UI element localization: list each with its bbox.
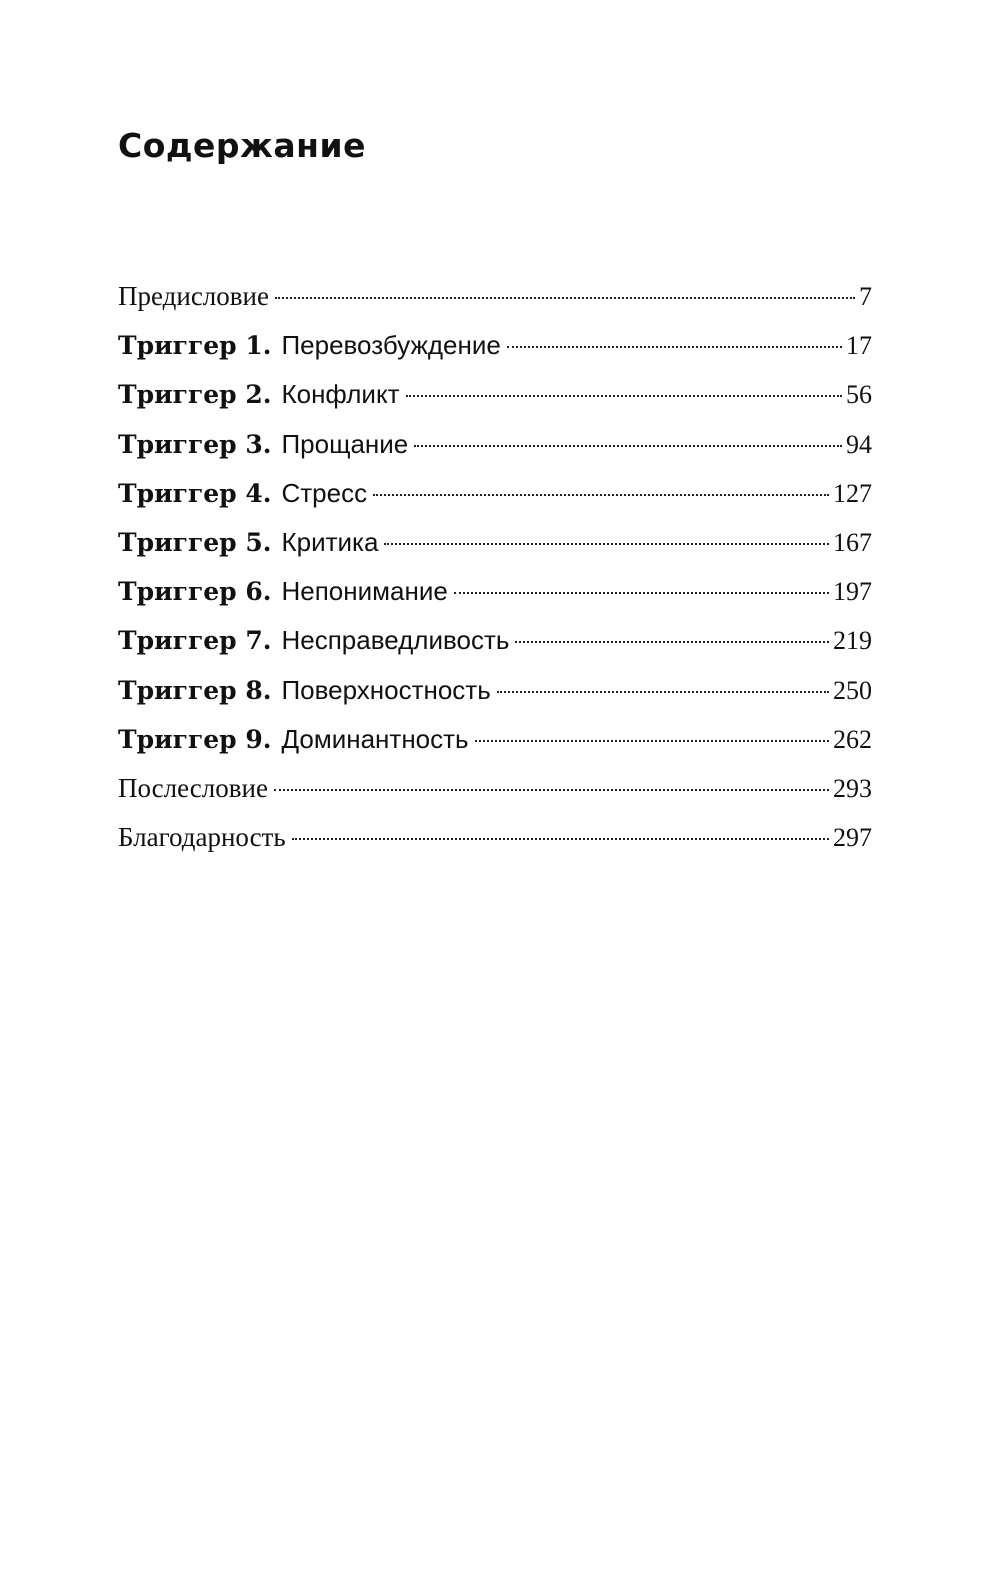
entry-page-number: 56 [846, 380, 872, 410]
entry-label: Предисловие [118, 281, 269, 311]
entry-prefix: Триггер 3. [118, 429, 272, 459]
toc-entry [118, 567, 872, 616]
dot-leader [274, 789, 829, 791]
toc-entry [118, 370, 872, 419]
toc-entry [118, 666, 872, 715]
entry-page-number: 219 [833, 626, 872, 656]
dot-leader [406, 395, 842, 397]
entry-label: Перевозбуждение [281, 330, 501, 361]
entry-label: Непонимание [281, 576, 448, 607]
dot-leader [507, 346, 842, 348]
entry-prefix: Триггер 8. [118, 675, 272, 705]
toc-entry [118, 469, 872, 518]
entry-label: Критика [281, 526, 379, 557]
entry-label: Стресс [281, 477, 368, 508]
entry-prefix: Триггер 7. [118, 626, 272, 656]
entry-label: Конфликт [281, 379, 400, 410]
entry-label: Прощание [281, 428, 409, 459]
entry-label: Поверхностность [281, 674, 491, 705]
toc-entry [118, 518, 872, 567]
dot-leader [275, 297, 855, 299]
dot-leader [384, 543, 829, 545]
entry-page-number: 94 [846, 429, 872, 459]
table-of-contents [118, 272, 872, 862]
page-title: Содержание [118, 126, 366, 165]
toc-entry [118, 616, 872, 665]
toc-entry [118, 272, 872, 321]
dot-leader [454, 592, 829, 594]
entry-label: Благодарность [118, 822, 286, 853]
toc-entry [118, 420, 872, 469]
toc-entry [118, 813, 872, 862]
entry-prefix: Триггер 5. [118, 527, 272, 557]
entry-page-number: 197 [833, 577, 872, 607]
dot-leader [475, 740, 829, 742]
entry-page-number: 127 [833, 478, 872, 508]
toc-entry [118, 715, 872, 764]
entry-prefix: Триггер 6. [118, 577, 272, 607]
dot-leader [292, 838, 829, 840]
entry-page-number: 7 [859, 282, 872, 311]
entry-page-number: 17 [846, 331, 872, 361]
dot-leader [373, 494, 829, 496]
dot-leader [414, 445, 842, 447]
dot-leader [515, 641, 829, 643]
entry-label: Доминантность [281, 723, 469, 754]
entry-page-number: 250 [833, 675, 872, 705]
entry-label: Несправедливость [281, 625, 510, 656]
entry-label: Послесловие [118, 772, 268, 803]
entry-prefix: Триггер 2. [118, 380, 272, 410]
entry-page-number: 297 [833, 823, 872, 853]
entry-prefix: Триггер 9. [118, 724, 272, 754]
entry-page-number: 262 [833, 724, 872, 754]
entry-page-number: 293 [833, 773, 872, 803]
entry-page-number: 167 [833, 527, 872, 557]
toc-entry [118, 321, 872, 370]
dot-leader [497, 691, 829, 693]
entry-prefix: Триггер 4. [118, 478, 272, 508]
entry-prefix: Триггер 1. [118, 331, 272, 361]
toc-entry [118, 764, 872, 813]
